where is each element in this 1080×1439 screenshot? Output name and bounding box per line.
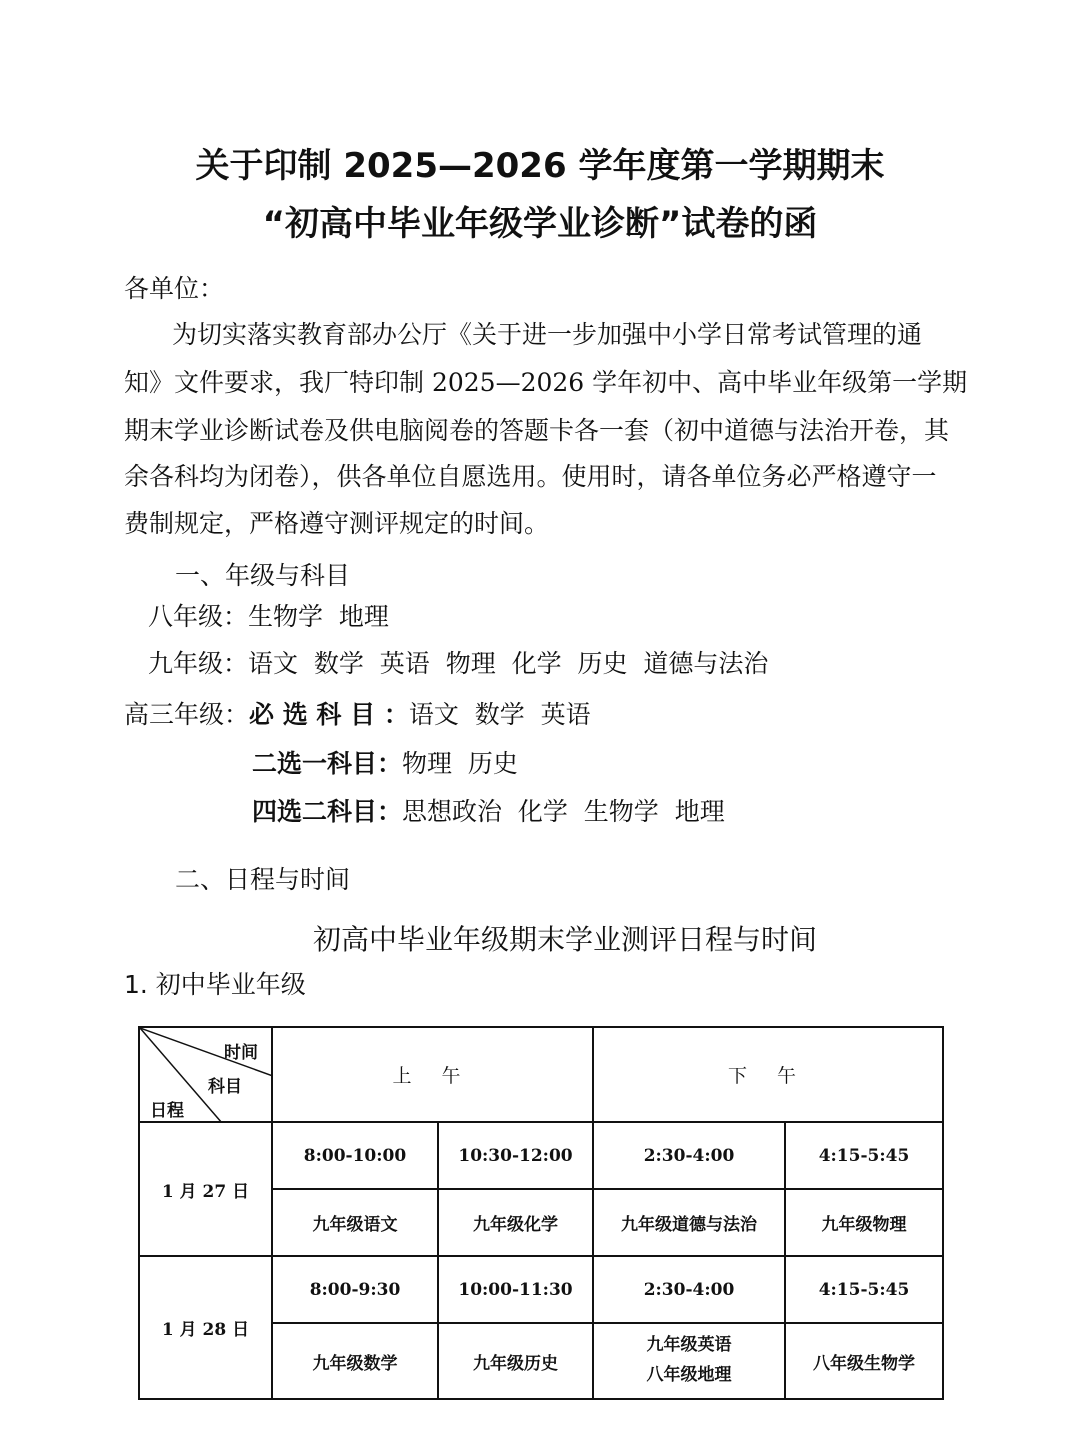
subject-cell: 九年级语文	[272, 1189, 438, 1256]
header-pm: 下 午	[593, 1027, 943, 1122]
section1-heading: 一、年级与科目	[175, 561, 351, 590]
body-line-2: 知》文件要求，我厂特印制 2025—2026 学年初中、高中毕业年级第一学期	[124, 368, 968, 397]
subject-cell: 八年级生物学	[785, 1323, 943, 1399]
grade9-label: 九年级：	[148, 649, 249, 678]
time-cell: 10:30-12:00	[438, 1122, 593, 1189]
choose1-label: 二选一科目：	[252, 749, 403, 778]
subject-cell: 九年级历史	[438, 1323, 593, 1399]
date-cell: 1 月 27 日	[139, 1122, 272, 1256]
grade8-label: 八年级：	[148, 602, 249, 631]
choose1-subjects: 物理 历史	[402, 749, 518, 778]
required-subjects: 语文 数学 英语	[408, 700, 591, 729]
header-schedule-label: 日程	[150, 1101, 184, 1121]
sub-heading-junior: 1. 初中毕业年级	[124, 970, 306, 999]
schedule-table	[138, 1026, 944, 1400]
table-header-row	[139, 1027, 943, 1122]
section2-heading: 二、日程与时间	[175, 865, 351, 894]
diagonal-header-cell	[139, 1027, 272, 1122]
subject-cell: 九年级道德与法治	[593, 1189, 785, 1256]
choose2-subjects: 思想政治 化学 生物学 地理	[402, 797, 725, 826]
subject-cell: 九年级物理	[785, 1189, 943, 1256]
subject-cell: 九年级数学	[272, 1323, 438, 1399]
time-cell: 10:00-11:30	[438, 1256, 593, 1323]
title-line-2: “初高中毕业年级学业诊断”试卷的函	[262, 204, 818, 244]
table-title: 初高中毕业年级期末学业测评日程与时间	[312, 923, 817, 956]
subject-cell-multi	[593, 1323, 785, 1399]
title-line-1: 关于印制 2025—2026 学年度第一学期期末	[195, 146, 885, 186]
grade12-row	[124, 702, 591, 727]
body-line-1: 为切实落实教育部办公厅《关于进一步加强中小学日常考试管理的通	[172, 320, 923, 349]
choose2-label: 四选二科目：	[252, 797, 403, 826]
subject-line: 九年级英语	[646, 1335, 732, 1356]
body-line-4: 余各科均为闭卷），供各单位自愿选用。使用时，请各单位务必严格遵守一	[124, 462, 937, 491]
header-am: 上 午	[272, 1027, 593, 1122]
time-cell: 2:30-4:00	[593, 1122, 785, 1189]
time-cell: 8:00-10:00	[272, 1122, 438, 1189]
choose1-row	[252, 751, 518, 776]
time-cell: 4:15-5:45	[785, 1122, 943, 1189]
grade12-label: 高三年级：	[124, 700, 250, 729]
required-label: 必 选 科 目 ：	[249, 700, 409, 729]
time-cell: 4:15-5:45	[785, 1256, 943, 1323]
choose2-row	[252, 799, 725, 824]
time-cell: 8:00-9:30	[272, 1256, 438, 1323]
time-cell: 2:30-4:00	[593, 1256, 785, 1323]
header-time-label: 时间	[224, 1043, 258, 1063]
body-line-3: 期末学业诊断试卷及供电脑阅卷的答题卡各一套（初中道德与法治开卷，其	[124, 416, 950, 445]
grade8-subjects: 生物学 地理	[248, 602, 389, 631]
grade8-row	[148, 604, 389, 629]
salutation: 各单位：	[124, 274, 225, 303]
subject-line: 八年级地理	[646, 1365, 732, 1385]
subject-cell: 九年级化学	[438, 1189, 593, 1256]
grade9-subjects: 语文 数学 英语 物理 化学 历史 道德与法治	[248, 649, 769, 678]
header-subject-label: 科目	[208, 1077, 242, 1097]
table-row	[139, 1122, 943, 1189]
date-cell: 1 月 28 日	[139, 1256, 272, 1399]
body-line-5: 费制规定，严格遵守测评规定的时间。	[124, 509, 550, 538]
table-row	[139, 1256, 943, 1323]
grade9-row	[148, 651, 768, 676]
